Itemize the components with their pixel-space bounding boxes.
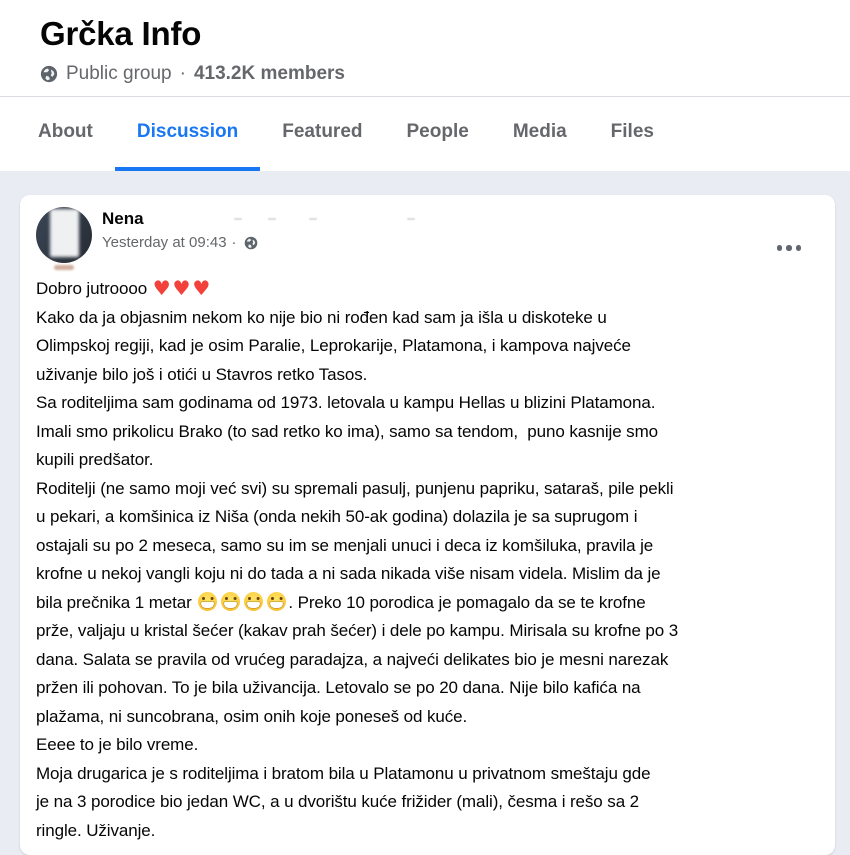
author-column [102, 207, 773, 263]
group-tabs [0, 97, 850, 171]
group-header [0, 0, 850, 97]
post-card [20, 195, 835, 855]
tab-about[interactable]: About [38, 121, 93, 143]
post-timestamp[interactable]: Yesterday at 09:43 [102, 234, 227, 251]
post-text-line: Eeee to je bilo vreme. [36, 735, 199, 754]
post-text-line: Dobro jutroooo ♥ ♥ ♥ [36, 276, 211, 300]
post-text-line: u pekari, a komšinica iz Niša (onda nekih 50-ak godina) dolazila je sa suprugom i [36, 507, 638, 526]
grin-emoji [198, 592, 217, 611]
group-privacy-label: Public group [66, 63, 172, 84]
author-avatar[interactable] [36, 207, 92, 263]
post-text-line: Roditelji (ne samo moji već svi) su spremali pasulj, punjenu papriku, sataraš, pile pekli [36, 478, 674, 498]
tab-media[interactable]: Media [512, 121, 567, 143]
post-text-line: je na 3 porodice bio jedan WC, a u dvorištu kuće frižider (mali), česma i rešo sa 2 [36, 792, 640, 811]
avatar-blur-smudge [54, 265, 74, 270]
grin-emoji [244, 592, 263, 611]
post-text-line: Imali smo prikolicu Brako (to sad retko ko ima), samo sa tendom, puno kasnije smo [36, 421, 658, 441]
group-members-count: 413.2K members [193, 63, 345, 84]
ellipsis-icon [786, 245, 792, 251]
author-avatar-wrap [36, 207, 92, 263]
post-text-line: plažama, ni suncobrana, osim onih koje poneseš od kuće. [36, 706, 468, 726]
post-text-line: ostajali su po 2 meseca, samo su im se menjali unuci i deca iz komšiluka, pravila je [36, 535, 654, 555]
heart-emoji: ♥ [152, 276, 171, 300]
timestamp-separator: · [231, 234, 237, 251]
grin-emoji [267, 592, 286, 611]
redacted-surname-marks [234, 218, 415, 220]
grin-emoji [221, 592, 240, 611]
post-text-line: Moja drugarica je s roditeljima i bratom bila u Platamonu u privatnom smeštaju gde [36, 763, 651, 783]
group-meta [40, 63, 850, 85]
avatar-blurred-photo [50, 209, 79, 257]
tab-discussion[interactable]: Discussion [115, 97, 260, 171]
post-text-line: dana. Salata se pravila od vrućeg paradajza, a najveći delikates bio je mesni narezak [36, 649, 669, 669]
post-text-line: Olimpskoj regiji, kad je osim Paralie, Leprokarije, Platamona, i kampova najveće [36, 336, 631, 355]
tab-people[interactable]: People [406, 121, 469, 143]
post-text-line: krofne u nekoj vangli koju ni do tada a ni sada nikada više nisam videla. Mislim da je [36, 564, 661, 583]
post-text-line: uživanje bilo još i otići u Stavros retko Tasos. [36, 364, 368, 384]
feed [0, 171, 850, 855]
author-name[interactable]: Nena [102, 209, 144, 228]
post-body [20, 263, 835, 845]
ellipsis-icon [777, 245, 783, 251]
post-text-line: pržen ili pohovan. To je bila uživancija. Letovalo se po 20 dana. Nije bilo kafića na [36, 678, 641, 697]
meta-separator: · [179, 63, 186, 84]
group-title: Grčka Info [40, 15, 202, 52]
post-text-line: bila prečnika 1 metar . Preko 10 porodica je pomagalo da se te krofne [36, 592, 646, 612]
heart-emoji: ♥ [192, 276, 211, 300]
post-text-line: ringle. Uživanje. [36, 820, 156, 840]
ellipsis-icon [796, 245, 802, 251]
post-header [20, 195, 835, 263]
post-text-line: kupili predšator. [36, 450, 154, 469]
post-text-line: Sa roditeljima sam godinama od 1973. letovala u kampu Hellas u blizini Platamona. [36, 393, 656, 412]
post-options-button[interactable] [773, 233, 806, 263]
heart-emoji: ♥ [172, 276, 191, 300]
globe-icon [40, 65, 58, 83]
tab-files[interactable]: Files [610, 121, 654, 143]
globe-icon [244, 236, 258, 250]
post-text-line: prže, valjaju u kristal šećer (kakav prah šećer) i dele po kampu. Mirisala su krofne po 3 [36, 621, 679, 640]
post-text-line: Kako da ja objasnim nekom ko nije bio ni rođen kad sam ja išla u diskoteke u [36, 307, 607, 327]
post-timestamp-row[interactable] [102, 234, 773, 251]
tab-featured[interactable]: Featured [282, 121, 363, 143]
